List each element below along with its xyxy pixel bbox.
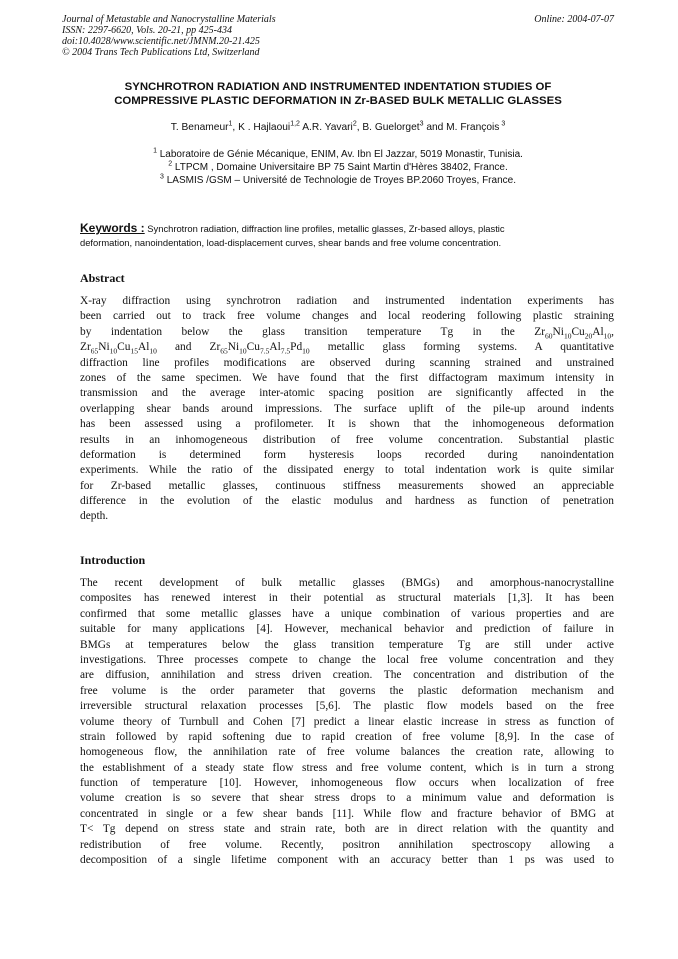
element-subscript: 60 — [545, 331, 553, 341]
keywords-label: Keywords : — [80, 221, 145, 235]
affiliation-text: LTPCM , Domaine Universitaire BP 75 Saint Martin d'Hères 38402, France. — [172, 162, 508, 173]
element-subscript: 20 — [584, 331, 593, 341]
affiliation-list — [62, 148, 614, 187]
formula-3 — [209, 341, 310, 356]
abstract-line: depth. — [80, 510, 109, 523]
element-symbol: Al — [137, 341, 150, 354]
element-symbol: Ni — [552, 325, 564, 338]
author-affiliation-mark: 3 — [419, 120, 424, 128]
introduction-line: The recent development of bulk metallic glasses (BMGs) and amorphous-nanocrystalline — [80, 577, 614, 589]
introduction-line: are diffusion, annihilation and stress driven creation. The concentration and distribution of the — [80, 669, 614, 682]
introduction-heading: Introduction — [80, 553, 146, 567]
abstract-line-text: by indentation below the glass transition temperature Tg in the — [80, 325, 535, 338]
journal-issn: ISSN: 2297-6620, Vols. 20-21, pp 425-434 — [62, 25, 232, 36]
author-affiliation-mark: 2 — [352, 120, 357, 128]
abstract-line: zones of the same specimen. We have found that the first diffactogram maximum intensity in — [80, 371, 614, 384]
element-symbol: Cu — [246, 341, 260, 354]
journal-copyright: © 2004 Trans Tech Publications Ltd, Switzerland — [62, 47, 260, 58]
abstract-line: overlapping shear bands around impressions. The surface uplift of the pile-up around indents — [80, 402, 614, 415]
introduction-line: composites has renewed interest in their potential as structural materials [1,3]. It has been — [80, 592, 614, 605]
element-subscript: 10 — [302, 346, 310, 356]
affiliation-number: 3 — [160, 173, 164, 181]
element-subscript: 10 — [149, 346, 157, 356]
element-symbol: Cu — [571, 325, 585, 338]
author-name: T. Benameur — [170, 122, 229, 133]
abstract-heading: Abstract — [80, 271, 125, 285]
author-separator: , — [356, 122, 363, 133]
abstract-body — [80, 294, 614, 525]
author-affiliation-mark: 3 — [499, 120, 506, 128]
title-line-2: COMPRESSIVE PLASTIC DEFORMATION IN Zr-BASED BULK METALLIC GLASSES — [114, 95, 562, 107]
formula-1-tail: , — [611, 325, 614, 338]
element-subscript: 10 — [239, 346, 247, 356]
introduction-line: volume creation is so severe that shear stress drops to a minimum value and deformation is — [80, 792, 614, 805]
introduction-line: decomposition of a single lifetime component with an accuracy better than 1 ps was used to — [80, 854, 614, 867]
element-symbol: Cu — [117, 341, 131, 354]
author-separator: , — [232, 122, 239, 133]
affiliation — [62, 174, 614, 187]
author-affiliation-mark: 1 — [228, 120, 233, 128]
element-symbol: Al — [592, 325, 604, 338]
journal-doi: doi:10.4028/www.scientific.net/JMNM.20-21.425 — [62, 36, 260, 47]
introduction-line: function of temperature [10]. However, inhomogeneous flow occurs when localization of free — [80, 777, 614, 790]
abstract-line: X-ray diffraction using synchrotron radiation and instrumented indentation experiments has — [80, 295, 614, 307]
introduction-line: T< Tg depend on stress state and strain rate, both are in direct relation with the quantity and — [80, 823, 614, 836]
paper-title — [62, 80, 614, 108]
abstract-line: difference in the evolution of the elastic modulus and hardness as function of penetration — [80, 495, 614, 508]
abstract-line: diffraction line profiles modifications are observed during scanning strained and unstrained — [80, 356, 614, 369]
keywords-text-2: deformation, nanoindentation, load-displacement curves, shear bands and free volume concentration. — [80, 236, 502, 248]
element-subscript: 10 — [109, 346, 118, 356]
online-date: Online: 2004-07-07 — [534, 14, 614, 25]
affiliation-number: 1 — [153, 147, 157, 155]
abstract-line: experiments. While the ratio of the dissipated energy to total indentation work is quite similar — [80, 464, 614, 477]
author-name: M. François — [446, 122, 500, 133]
element-subscript: 15 — [130, 346, 138, 356]
abstract-line-text: metallic glass forming systems. A quantitative — [309, 341, 614, 354]
element-symbol: Zr — [534, 325, 546, 338]
keywords — [80, 222, 596, 249]
formula-1 — [534, 325, 612, 341]
element-subscript: 65 — [90, 346, 99, 356]
title-line-1: SYNCHROTRON RADIATION AND INSTRUMENTED INDENTATION STUDIES OF — [124, 81, 552, 93]
abstract-line — [80, 325, 614, 340]
element-subscript: 7.5 — [280, 346, 291, 356]
element-symbol: Zr — [209, 341, 221, 354]
author-list — [62, 122, 614, 134]
introduction-line: redistribution of free volume. Recently, positron annihilation spectroscopy allowing a — [80, 838, 614, 851]
element-subscript: 10 — [603, 331, 612, 341]
introduction-line: confirmed that some metallic glasses have a unique combination of various properties and are — [80, 607, 614, 620]
introduction-line: the establishment of a steady state flow stress and free volume content, which is in turn a strong — [80, 761, 614, 774]
affiliation-text: Laboratoire de Génie Mécanique, ENIM, Av. Ibn El Jazzar, 5019 Monastir, Tunisia. — [156, 149, 523, 160]
introduction-line: homogeneous flow, the annihilation rate of free volume balances the creation rate, allowing to — [80, 746, 614, 759]
introduction-line: BMGs at temperatures below the glass transition temperature Tg are still under active — [80, 638, 614, 651]
formula-2 — [80, 341, 157, 356]
element-subscript: 10 — [563, 331, 572, 341]
affiliation — [62, 161, 614, 174]
abstract-line: results in an inhomogeneous distribution of free volume concentration. Substantial plastic — [80, 433, 614, 446]
abstract-line-text: and — [156, 341, 210, 354]
author-name: B. Guelorget — [362, 122, 420, 133]
affiliation — [62, 148, 614, 161]
abstract-line: has been assessed using a profilometer. It is shown that the inhomogeneous deformation — [80, 418, 614, 431]
author-name: A.R. Yavari — [302, 122, 353, 133]
introduction-line: free volume is the order parameter that governs the plastic deformation mechanism and — [80, 684, 614, 697]
element-symbol: Zr — [80, 341, 91, 354]
affiliation-number: 2 — [168, 160, 173, 168]
element-symbol: Ni — [227, 341, 240, 354]
author-separator: and — [423, 122, 447, 133]
abstract-line: for Zr-based metallic glasses, continuous stiffness measurements showed an appreciable — [80, 479, 614, 492]
element-subscript: 7.5 — [259, 346, 270, 356]
abstract-line: deformation is determined form hysteresis loops recorded during nanoindentation — [80, 448, 614, 461]
keywords-text-1: Synchrotron radiation, diffraction line profiles, metallic glasses, Zr-based alloys, plastic — [144, 223, 505, 234]
affiliation-text: LASMIS /GSM – Université de Technologie de Troyes BP.2060 Troyes, France. — [163, 175, 516, 186]
introduction-line: irreversible structural relaxation processes [5,6]. The plastic flow models based on the free — [80, 700, 614, 713]
introduction-line: investigations. Three processes compete to change the local free volume concentration and they — [80, 653, 614, 666]
introduction-line: strain followed by rapid softening due to rapid creation of free volume [8,9]. In the case of — [80, 730, 614, 743]
abstract-line: been carried out to track free volume changes and local reodering following plastic straining — [80, 310, 614, 323]
abstract-line — [80, 340, 614, 355]
introduction-line: volume theory of Turnbull and Cohen [7] predict a linear elastic increase in stress as function of — [80, 715, 614, 728]
introduction-line: suitable for many applications [4]. However, mechanical behavior and prediction of failure in — [80, 623, 614, 636]
introduction-body — [80, 576, 614, 868]
introduction-line: concentrated in single or a few shear bands [11]. While flow and fracture behavior of BMG at — [80, 807, 614, 820]
journal-name: Journal of Metastable and Nanocrystalline Materials — [62, 14, 276, 25]
author-affiliation-mark: 1,2 — [290, 120, 300, 128]
element-subscript: 65 — [220, 346, 228, 356]
element-symbol: Ni — [98, 341, 110, 354]
author-name: K . Hajlaoui — [238, 122, 291, 133]
element-symbol: Pd — [290, 341, 303, 354]
abstract-line: transmission and the average inter-atomic spacing position are significantly affected in the — [80, 387, 614, 400]
element-symbol: Al — [269, 341, 281, 354]
journal-header — [62, 14, 362, 58]
